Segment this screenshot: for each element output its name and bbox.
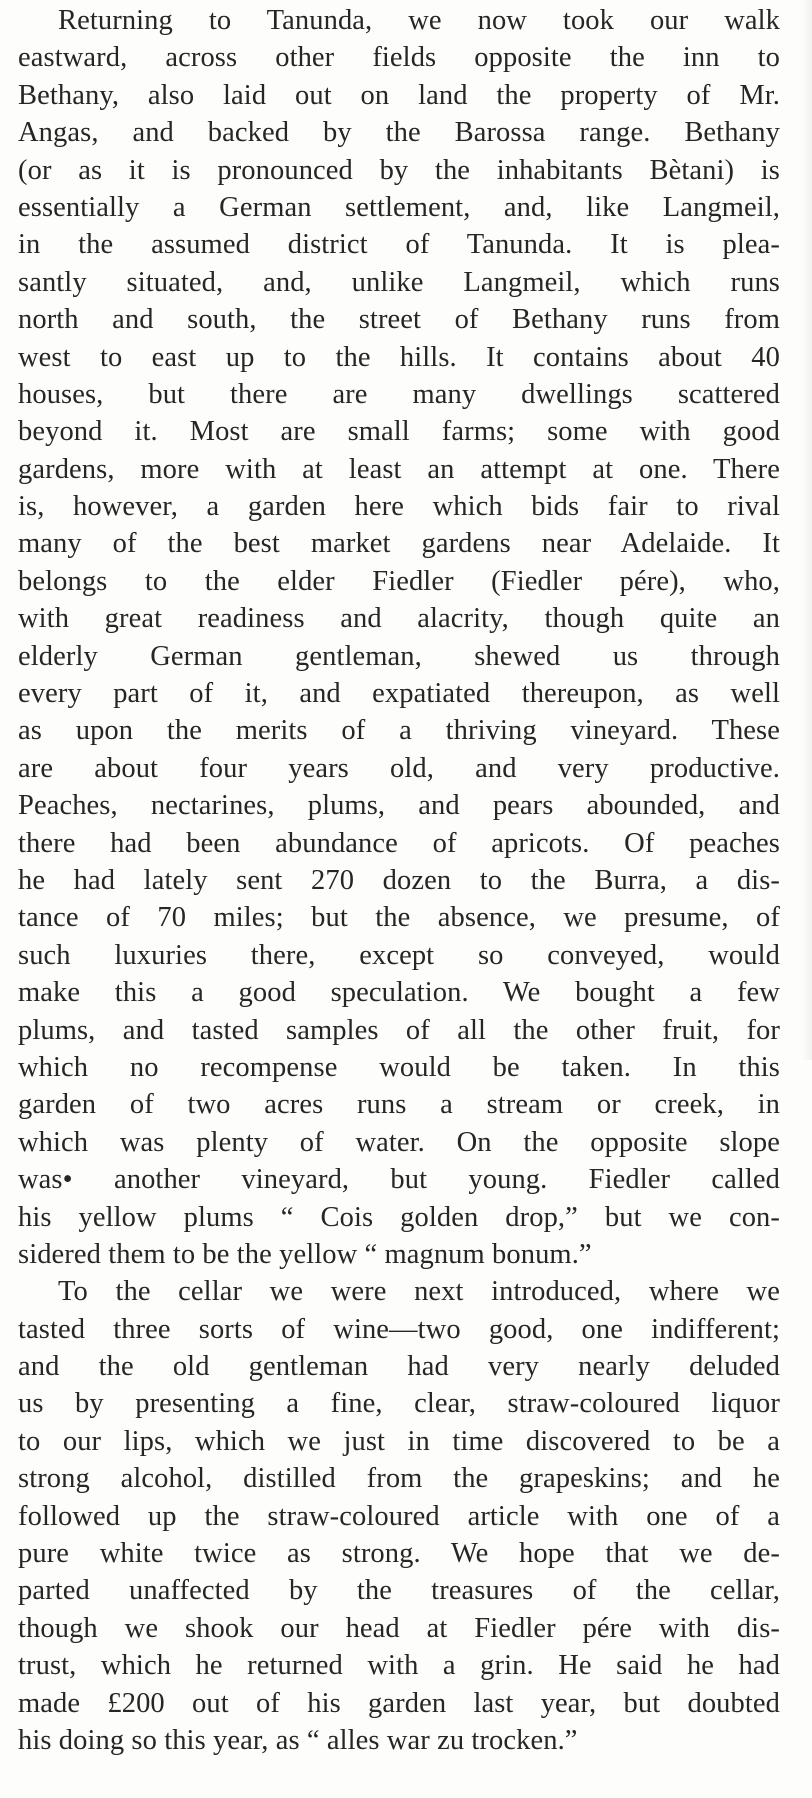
text-line: to our lips, which we just in time discovered to be a [18, 1425, 780, 1457]
text-line: was• another vineyard, but young. Fiedler called [18, 1164, 780, 1196]
text-line: in the assumed district of Tanunda. It is plea- [18, 229, 780, 261]
text-line: with great readiness and alacrity, though quite an [18, 603, 780, 635]
text-line: there had been abundance of apricots. Of peaches [18, 827, 780, 859]
text-line: he had lately sent 270 dozen to the Burra, a dis- [18, 864, 780, 896]
text-line: west to east up to the hills. It contains about 40 [18, 341, 780, 373]
text-line: trust, which he returned with a grin. He said he had [18, 1650, 780, 1682]
text-line: santly situated, and, unlike Langmeil, which runs [18, 266, 780, 298]
text-line: made £200 out of his garden last year, but doubted [18, 1687, 780, 1719]
text-line: pure white twice as strong. We hope that we de- [18, 1538, 780, 1570]
text-line: belongs to the elder Fiedler (Fiedler pére), who, [18, 565, 780, 597]
text-line: houses, but there are many dwellings scattered [18, 378, 780, 410]
text-line: essentially a German settlement, and, like Langmeil, [18, 191, 780, 223]
text-line: us by presenting a fine, clear, straw-coloured liquor [18, 1388, 780, 1420]
text-line: his yellow plums “ Cois golden drop,” but we con- [18, 1201, 780, 1233]
text-line: Peaches, nectarines, plums, and pears abounded, and [18, 790, 780, 822]
text-line: Bethany, also laid out on land the property of Mr. [18, 79, 780, 111]
text-line: elderly German gentleman, shewed us through [18, 640, 780, 672]
text-line: sidered them to be the yellow “ magnum bonum.” [18, 1238, 592, 1270]
paragraph-1 [18, 2, 780, 1273]
text-line: as upon the merits of a thriving vineyard. These [18, 715, 780, 747]
text-line: many of the best market gardens near Adelaide. It [18, 528, 780, 560]
scan-edge-shading [802, 0, 812, 1060]
text-line: followed up the straw-coloured article with one of a [18, 1500, 780, 1532]
text-line: and the old gentleman had very nearly deluded [18, 1351, 780, 1383]
text-line: eastward, across other fields opposite the inn to [18, 42, 780, 74]
text-line: gardens, more with at least an attempt at one. There [18, 453, 780, 485]
text-line: every part of it, and expatiated thereupon, as well [18, 678, 780, 710]
text-line: which no recompense would be taken. In this [18, 1051, 780, 1083]
article-column [18, 2, 780, 1759]
text-line: which was plenty of water. On the opposite slope [18, 1126, 780, 1158]
text-line: are about four years old, and very productive. [18, 752, 780, 784]
text-line: north and south, the street of Bethany runs from [18, 304, 780, 336]
text-line: his doing so this year, as “ alles war zu trocken.” [18, 1724, 578, 1756]
text-line: tance of 70 miles; but the absence, we presume, of [18, 902, 780, 934]
text-line: tasted three sorts of wine—two good, one indifferent; [18, 1313, 780, 1345]
text-line: is, however, a garden here which bids fair to rival [18, 491, 780, 523]
text-line: Returning to Tanunda, we now took our walk [58, 5, 780, 36]
text-line: make this a good speculation. We bought a few [18, 977, 780, 1009]
text-line: garden of two acres runs a stream or creek, in [18, 1089, 780, 1121]
text-line: beyond it. Most are small farms; some with good [18, 416, 780, 448]
text-line: (or as it is pronounced by the inhabitants Bètani) is [18, 154, 780, 186]
text-line: such luxuries there, except so conveyed, would [18, 939, 780, 971]
text-line: strong alcohol, distilled from the grapeskins; and he [18, 1463, 780, 1495]
text-line: Angas, and backed by the Barossa range. Bethany [18, 117, 780, 149]
text-line: though we shook our head at Fiedler pére with dis- [18, 1612, 780, 1644]
paragraph-2 [18, 1273, 780, 1759]
text-line: To the cellar we were next introduced, where we [58, 1276, 780, 1308]
text-line: parted unaffected by the treasures of the cellar, [18, 1575, 780, 1607]
text-line: plums, and tasted samples of all the other fruit, for [18, 1014, 780, 1046]
